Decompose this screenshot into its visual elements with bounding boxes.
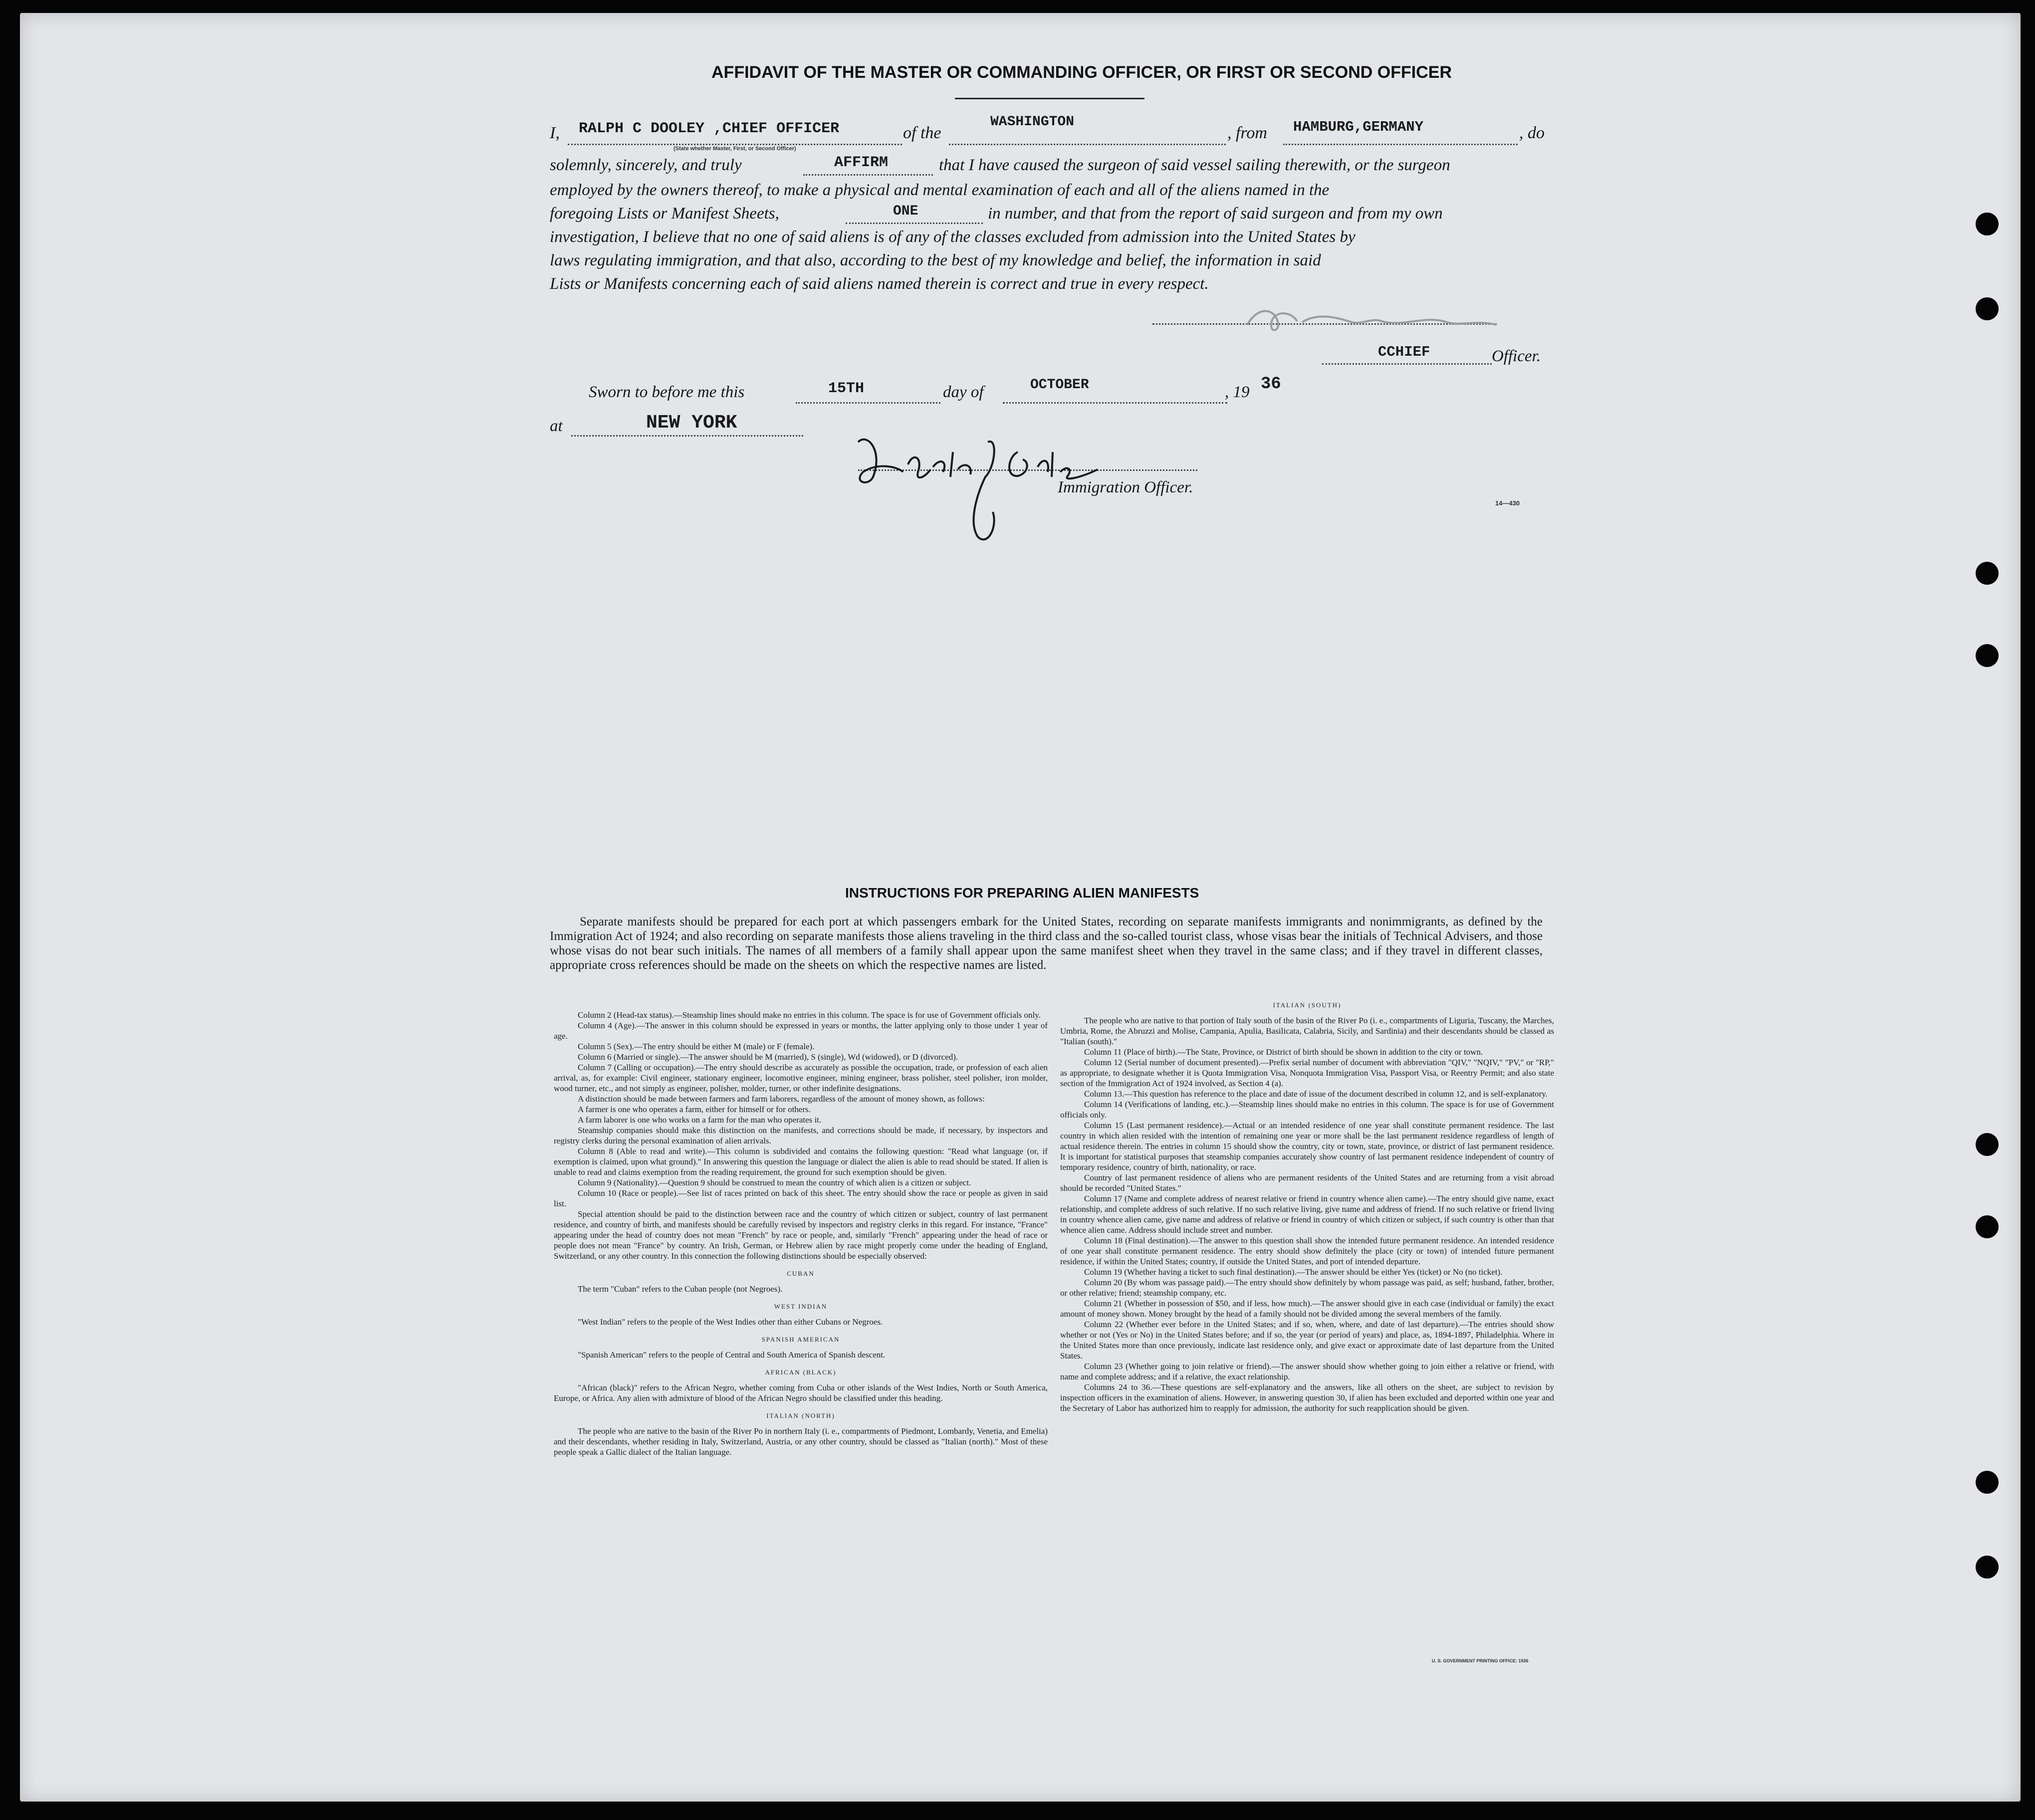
instruction-paragraph: Column 7 (Calling or occupation).—The entry should describe as accurately as possible the occupation, trade, or profession of each alien arrival, as, for example: Civil engineer, stationary engineer, locomotive engineer, mining engineer, brass polisher, steel polisher, iron molder, wood turner, etc., and not simply as engineer, polisher, molder, turner, or other indefinite designations.: [554, 1063, 1048, 1093]
sworn-day-of: day of: [943, 383, 984, 401]
port-dotted-line: [1283, 144, 1518, 145]
affidavit-title: AFFIDAVIT OF THE MASTER OR COMMANDING OFFICER, OR FIRST OR SECOND OFFICER: [711, 63, 1452, 82]
spanish-american-text: "Spanish American" refers to the people of Central and South America of Spanish descent.: [578, 1350, 886, 1360]
west-indian-heading: WEST INDIAN: [774, 1303, 828, 1310]
instruction-paragraph: A farm laborer is one who works on a farm for the man who operates it.: [578, 1115, 822, 1125]
line2-prefix: solemnly, sincerely, and truly: [550, 156, 742, 174]
italian-north-text: The people who are native to the basin of the River Po in northern Italy (i. e., compartments of Piedmont, Lombardy, Venetia, and Emelia) and their descendants, whether residing in Italy, Switzerland, Austria, or any other country, should be classed as "Italian (north)." Most of these people speak a Gallic dialect of the Italian language.: [554, 1426, 1048, 1457]
line1-do: , do: [1519, 124, 1545, 142]
place-dotted-line: [571, 435, 803, 437]
instructions-intro: Separate manifests should be prepared for each port at which passengers embark for the United States, recording on separate manifests immigrants and nonimmigrants, as defined by the Immigration Act of 1924; and also recording on separate manifests those aliens traveling in the third class and the so-called tourist class, whose visas bear the initials of Technical Advisers, and those whose visas do not bear such initials. The names of all members of a family shall appear upon the same manifest sheet when they travel in the same class; and if they travel in different classes, appropriate cross references should be made on the sheets on which the respective names are listed.: [550, 915, 1543, 972]
instruction-paragraph: Column 23 (Whether going to join relative or friend).—The answer should show whether going to join either a relative or friend, with name and complete address; and if a relative, the exact relationship.: [1060, 1362, 1554, 1381]
instruction-paragraph: Columns 24 to 36.—These questions are self-explanatory and the answers, like all others on the sheet, are subject to revision by inspection officers in the examination of aliens. However, in answering question 30, if alien has been excluded and deported within one year and the Secretary of Labor has authorized him to reapply for admission, the authority for such reapplication should be given.: [1060, 1382, 1554, 1413]
instructions-left-column: [554, 1010, 1048, 1457]
day-dotted-line: [796, 402, 940, 404]
instruction-paragraph: Special attention should be paid to the distinction between race and the country of which citizen or subject, country of last permanent residence, and country of birth, and manifests should be carefully revised by inspectors and registry clerks in this regard. For instance, "France" appearing under the head of country does not mean "French" by race or people, and, similarly "French" appearing under the head of race or people does not mean "France" by country. An Irish, German, or Hebrew alien by race might properly come under the heading of England, Switzerland, or any other country. In this connection the following distinctions should be especially observed:: [554, 1209, 1048, 1261]
affirm-field: AFFIRM: [834, 154, 889, 171]
officer-label: Officer.: [1492, 347, 1541, 365]
instruction-paragraph: Column 12 (Serial number of document presented).—Prefix serial number of document with abbreviation "QIV," "NQIV," "PV," or "RP," as appropriate, to designate whether it is Quota Immigration Visa, Nonquota Immigration Visa, Passport Visa, or Reentry Permit; and also state section of the Immigration Act of 1924 involved, as Section 4 (a).: [1060, 1058, 1554, 1088]
sworn-place-field: NEW YORK: [646, 412, 737, 434]
binder-hole: [1976, 1556, 1999, 1579]
form-number: 14—430: [1495, 499, 1520, 507]
instruction-paragraph: Column 5 (Sex).—The entry should be either M (male) or F (female).: [578, 1042, 815, 1051]
at-label: at: [550, 417, 563, 435]
line4-prefix: foregoing Lists or Manifest Sheets,: [550, 205, 779, 223]
instruction-paragraph: Column 18 (Final destination).—The answer to this question shall show the intended future permanent residence. An intended residence of one year shall constitute permanent residence. The entry should show definitely the place (city or town) of intended future permanent residence, if within the United States; country, if outside the United States, and port of intended departure.: [1060, 1236, 1554, 1266]
line1-prefix: I,: [550, 124, 560, 142]
instruction-paragraph: Column 14 (Verifications of landing, etc.).—Steamship lines should make no entries in this column. The space is for use of Government officials only.: [1060, 1100, 1554, 1120]
instruction-paragraph: Column 13.—This question has reference to the place and date of issue of the document described in column 12, and is self-explanatory.: [1084, 1089, 1548, 1099]
instruction-paragraph: Column 2 (Head-tax status).—Steamship lines should make no entries in this column. The space is for use of Government officials only.: [578, 1010, 1041, 1020]
instruction-paragraph: A farmer is one who operates a farm, either for himself or for others.: [578, 1105, 811, 1114]
document-page: [20, 13, 2021, 1802]
instruction-paragraph: Column 6 (Married or single).—The answer should be M (married), S (single), Wd (widowed), or D (divorced).: [578, 1052, 958, 1062]
sworn-day-field: 15TH: [828, 380, 865, 397]
line1-from: , from: [1227, 124, 1267, 142]
instruction-paragraph: Column 10 (Race or people).—See list of races printed on back of this sheet. The entry should show the race or people as given in said list.: [554, 1188, 1048, 1208]
instruction-paragraph: Column 19 (Whether having a ticket to such final destination).—The answer should be either Yes (ticket) or No (no ticket).: [1084, 1267, 1503, 1277]
binder-hole: [1976, 1133, 1999, 1156]
line5: investigation, I believe that no one of said aliens is of any of the classes excluded from admission into the United States by: [550, 228, 1356, 246]
printer-note: U. S. GOVERNMENT PRINTING OFFICE: 1936: [1432, 1658, 1529, 1663]
instruction-paragraph: Column 15 (Last permanent residence).—Actual or an intended residence of one year shall constitute permanent residence. The last country in which alien resided with the intention of remaining one year or more shall be the last permanent residence regardless of length of actual residence therein. The entries in column 15 should show the country, city or town, state, province, or district of last permanent residence. It is important for statistical purposes that steamship companies accurately show country of last permanent residence independent of country of temporary residence, country of birth, nationality, or race.: [1060, 1121, 1554, 1172]
signing-rank-field: CCHIEF: [1378, 344, 1430, 360]
line4-suffix: in number, and that from the report of said surgeon and from my own: [988, 205, 1443, 223]
italian-north-heading: ITALIAN (NORTH): [766, 1412, 835, 1419]
immigration-officer-label: Immigration Officer.: [1058, 478, 1193, 496]
spanish-american-heading: SPANISH AMERICAN: [761, 1336, 840, 1343]
instructions-title: INSTRUCTIONS FOR PREPARING ALIEN MANIFESTS: [845, 885, 1199, 901]
binder-hole: [1976, 1471, 1999, 1494]
african-heading: AFRICAN (BLACK): [765, 1368, 837, 1376]
binder-hole: [1976, 297, 1999, 320]
line2-suffix: that I have caused the surgeon of said vessel sailing therewith, or the surgeon: [939, 156, 1450, 174]
binder-hole: [1976, 213, 1999, 235]
instruction-paragraph: Column 9 (Nationality).—Question 9 should be construed to mean the country of which alien is a citizen or subject.: [578, 1178, 971, 1187]
sworn-year-field: 36: [1261, 375, 1281, 394]
west-indian-text: "West Indian" refers to the people of the West Indies other than either Cubans or Negroes.: [578, 1317, 883, 1327]
count-field: ONE: [893, 204, 918, 219]
instruction-paragraph: Column 22 (Whether ever before in the United States; and if so, when, where, and date of last departure).—The entries should show whether or not (Yes or No) in the United States before; and if so, the year (or period of years) and place, as, 1894-1897, Philadelphia. Where in the United States more than once previously, indicate last residence only, and give exact or approximate date of last departure from the United States.: [1060, 1320, 1554, 1361]
instruction-paragraph: Column 4 (Age).—The answer in this column should be expressed in years or months, the latter applying only to those under 1 year of age.: [554, 1021, 1048, 1041]
affirm-dotted-line: [803, 174, 933, 176]
count-dotted-line: [846, 223, 983, 224]
officer-rank-hint: (State whether Master, First, or Second Officer): [674, 146, 796, 152]
officer-name-field: RALPH C DOOLEY ,CHIEF OFFICER: [579, 120, 840, 137]
instruction-paragraph: A distinction should be made between farmers and farm laborers, regardless of the amount of money shown, as follows:: [578, 1094, 985, 1104]
sworn-month-field: OCTOBER: [1030, 377, 1089, 393]
instruction-paragraph: The people who are native to that portion of Italy south of the basin of the River Po (i. e., compartments of Liguria, Tuscany, the Marches, Umbria, Rome, the Abruzzi and Molise, Campania, Apulia, Basilicata, Calabria, Sicily, and Sardinia) and their descendants should be classed as "Italian (south).": [1060, 1016, 1554, 1046]
instruction-paragraph: Column 8 (Able to read and write).—This column is subdivided and contains the following question: "Read what language (or, if exemption is claimed, upon what ground)." In answering this question the language or dialect the alien is able to read should be stated. If alien is unable to read and claims exemption from the reading requirement, the ground for such exemption should be given.: [554, 1146, 1048, 1177]
instruction-paragraph: Steamship companies should make this distinction on the manifests, and corrections should be made, if necessary, by inspectors and registry clerks during the personal examination of alien arrivals.: [554, 1126, 1048, 1145]
line3: employed by the owners thereof, to make a physical and mental examination of each and all of the aliens named in the: [550, 181, 1330, 199]
line1-of-the: of the: [903, 124, 941, 142]
binder-hole: [1976, 1215, 1999, 1238]
rank-dotted-line: [1322, 363, 1492, 365]
instruction-paragraph: Country of last permanent residence of aliens who are permanent residents of the United States and are returning from a visit abroad should be recorded "United States.": [1060, 1173, 1554, 1193]
instruction-paragraph: Column 11 (Place of birth).—The State, Province, or District of birth should be shown in addition to the city or town.: [1084, 1047, 1483, 1057]
instruction-paragraph: Column 17 (Name and complete address of nearest relative or friend in country whence alien came).—The entry should give name, exact relationship, and complete address of such relative. If no such relative living, give name and address of friend. If no such relative or friend living in country whence alien came, give name and address of relative or friend in country of which citizen or subject, if such country is other than that whence alien came. Address should include street and number.: [1060, 1194, 1554, 1235]
instruction-paragraph: Column 20 (By whom was passage paid).—The entry should show definitely by whom passage was paid, as self; husband, father, brother, or other relative; friend; steamship company, etc.: [1060, 1278, 1554, 1298]
cuban-heading: CUBAN: [787, 1270, 815, 1277]
master-signature: [1237, 297, 1507, 342]
vessel-dotted-line: [949, 144, 1226, 145]
african-text: "African (black)" refers to the African Negro, whether coming from Cuba or other islands of the West Indies, North or South America, Europe, or Africa. Any alien with admixture of blood of the African Negro should be classified under this heading.: [554, 1383, 1048, 1403]
vessel-name-field: WASHINGTON: [990, 114, 1075, 130]
italian-south-heading: ITALIAN (SOUTH): [1273, 1001, 1342, 1009]
instruction-paragraph: Column 21 (Whether in possession of $50, and if less, how much).—The answer should give in each case (individual or family) the exact amount of money shown. Money brought by the head of a family should not be divided among the several members of the family.: [1060, 1299, 1554, 1319]
line6: laws regulating immigration, and that also, according to the best of my knowledge and belief, the information in said: [550, 251, 1321, 269]
departure-port-field: HAMBURG,GERMANY: [1293, 119, 1424, 135]
instructions-right-column: [1060, 1000, 1554, 1413]
binder-hole: [1976, 644, 1999, 667]
binder-hole: [1976, 562, 1999, 585]
month-dotted-line: [1003, 402, 1227, 404]
title-underline: [955, 98, 1144, 99]
line7: Lists or Manifests concerning each of said aliens named therein is correct and true in every respect.: [550, 275, 1209, 293]
cuban-text: The term "Cuban" refers to the Cuban people (not Negroes).: [578, 1284, 783, 1294]
sworn-year-prefix: , 19: [1225, 383, 1250, 401]
name-dotted-line: [568, 144, 902, 145]
sworn-prefix: Sworn to before me this: [589, 383, 745, 401]
